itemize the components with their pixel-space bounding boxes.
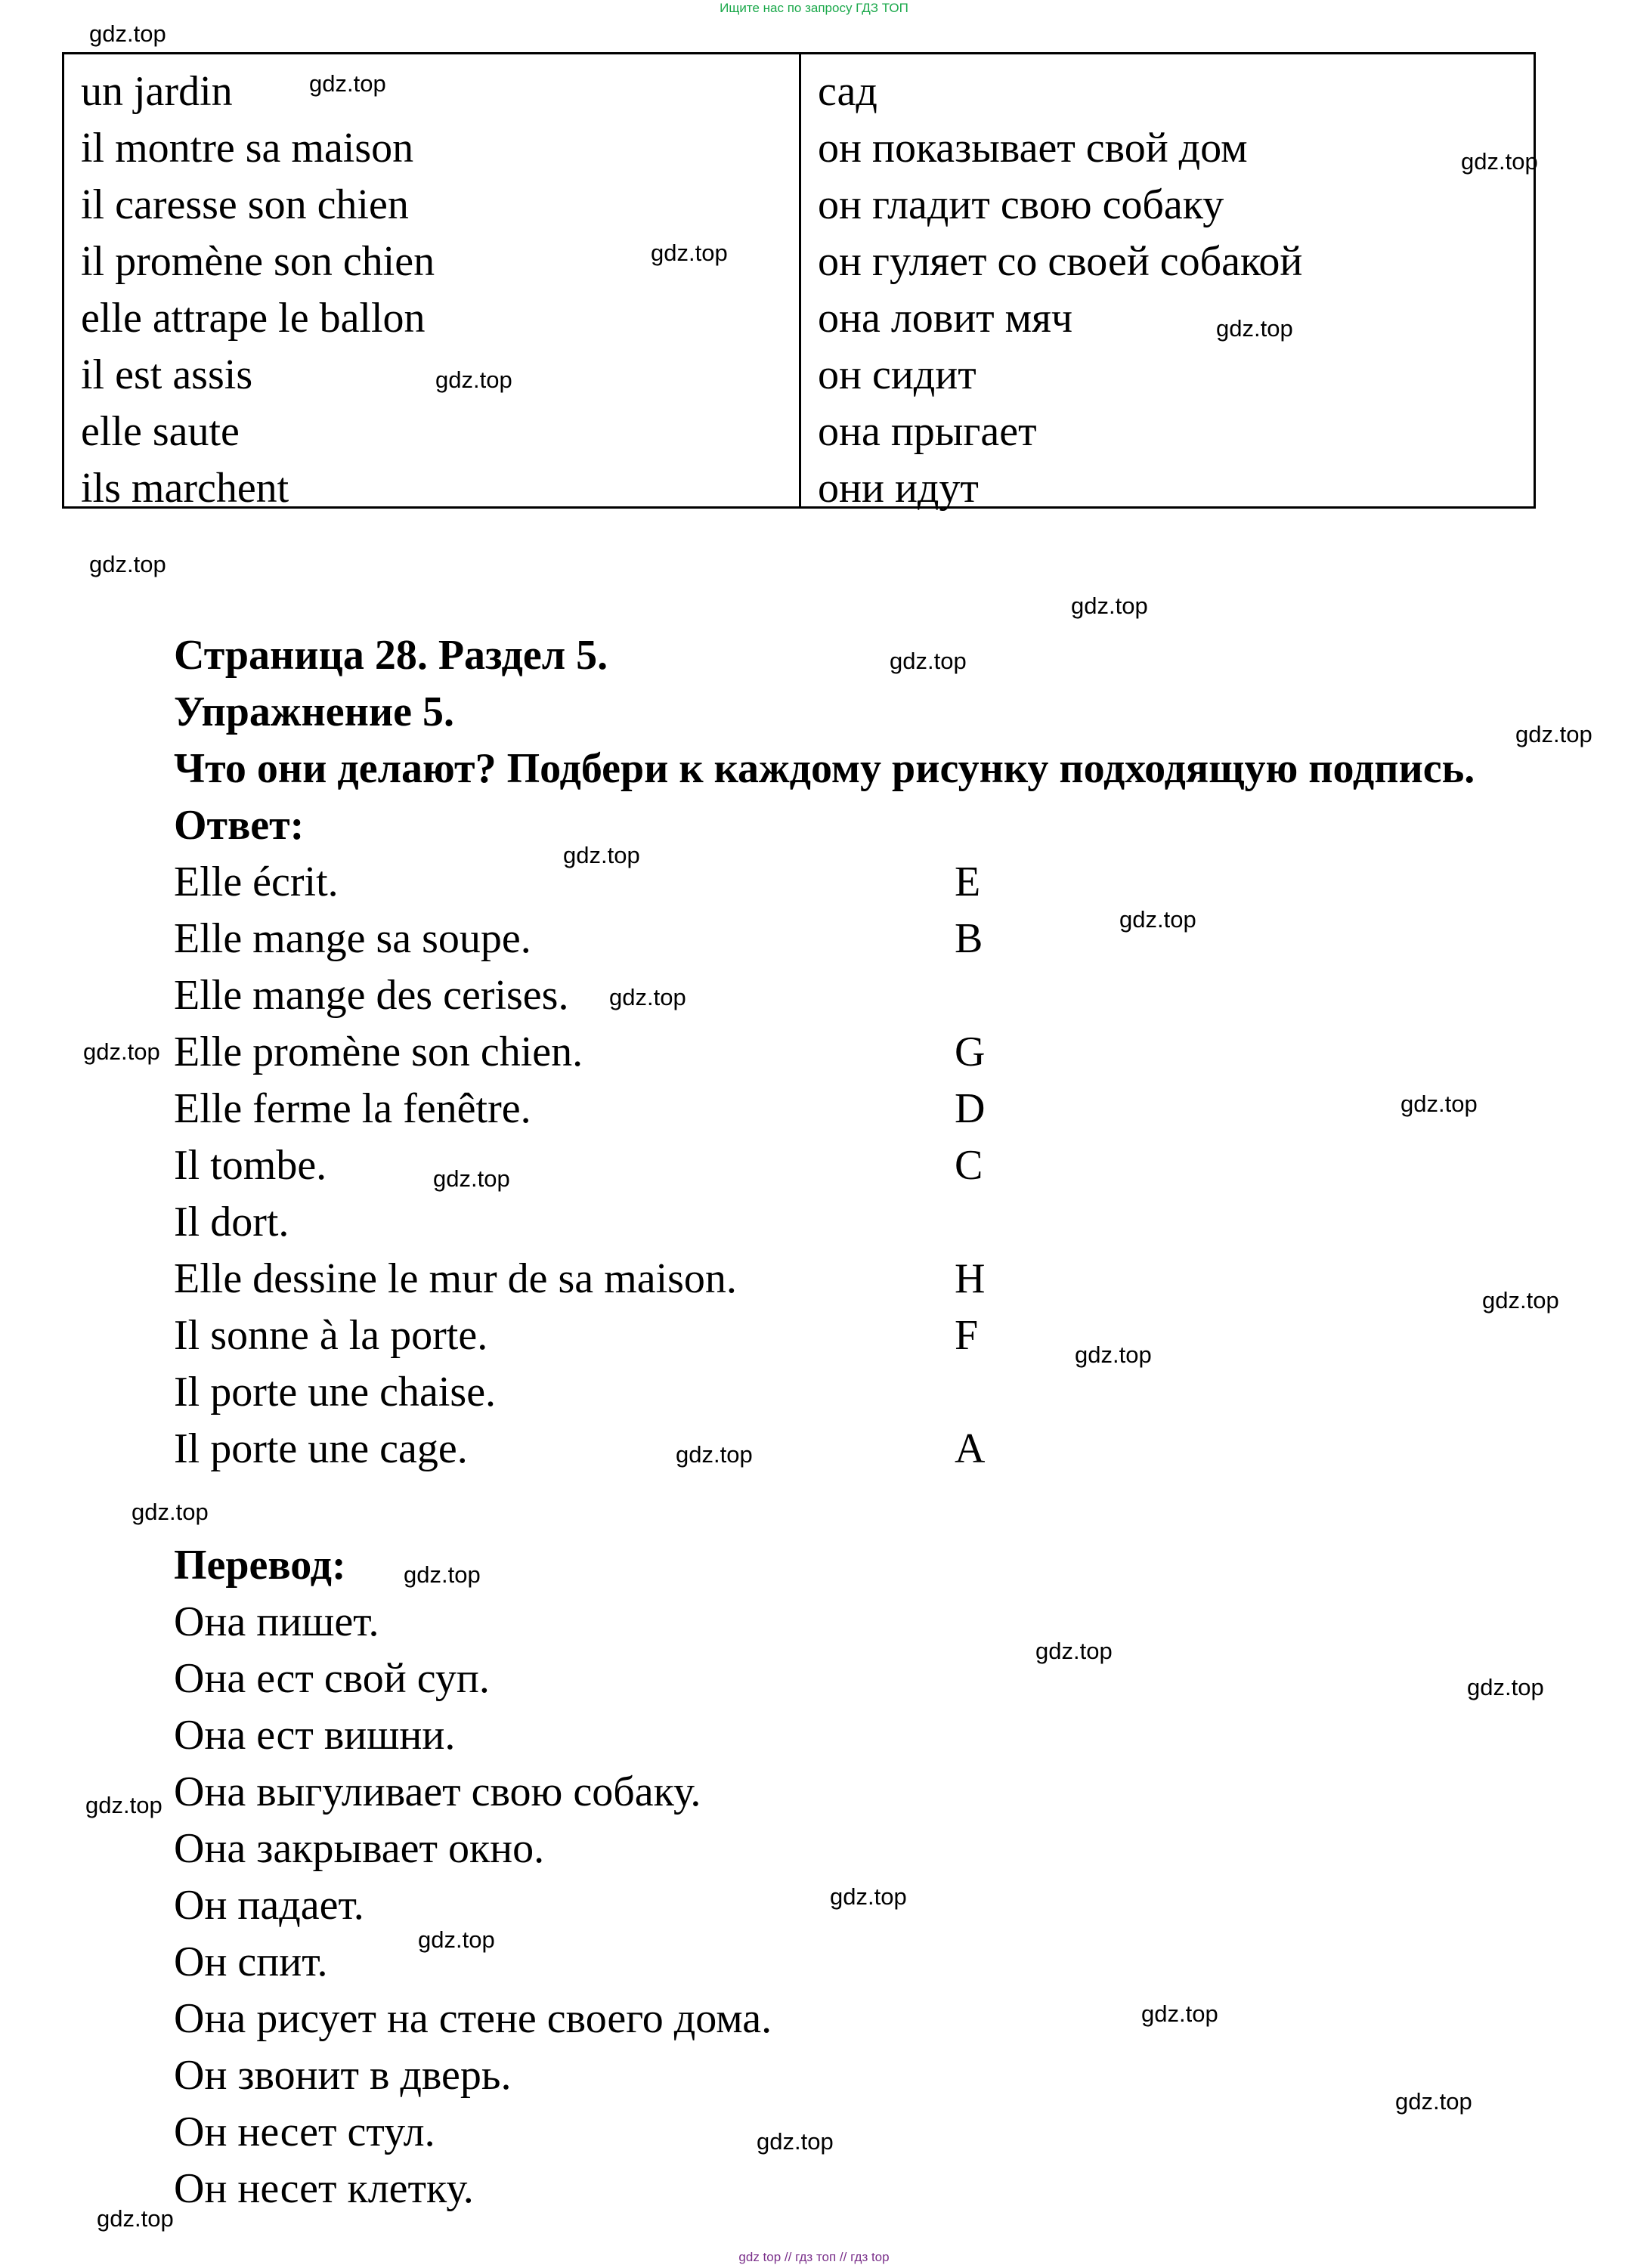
vocab-russian-item: он показывает свой дом (818, 125, 1248, 172)
answer-text: Elle promène son chien. (174, 1029, 583, 1075)
answer-text: Il porte une chaise. (174, 1369, 497, 1416)
answer-row (174, 967, 1610, 1024)
translation-line: Он звонит в дверь. (174, 2052, 512, 2099)
watermark-text: gdz.top (85, 1792, 162, 1818)
vocab-russian-item: она ловит мяч (818, 295, 1073, 342)
vocab-french-item: il est assis (81, 351, 253, 398)
watermark-text: gdz.top (83, 1038, 160, 1065)
answer-letter: H (955, 1255, 986, 1302)
translation-line: Она выгуливает свою собаку. (174, 1768, 701, 1815)
answer-text: Il sonne à la porte. (174, 1312, 488, 1359)
watermark-text: gdz.top (97, 2205, 174, 2232)
watermark-text: gdz.top (830, 1883, 907, 1910)
watermark-text: gdz.top (1395, 2088, 1472, 2115)
vocab-french-item: elle saute (81, 408, 240, 455)
watermark-text: gdz.top (1216, 315, 1293, 342)
answer-letter: B (955, 915, 983, 962)
watermark-text: gdz.top (404, 1561, 481, 1588)
translation-line: Он спит. (174, 1938, 328, 1985)
answer-label: Ответ: (174, 802, 305, 849)
exercise-section (174, 627, 1610, 1477)
vocabulary-table (62, 52, 1536, 512)
answer-row (174, 911, 1610, 967)
vocab-russian-item: он гуляет со своей собакой (818, 238, 1303, 285)
vocabulary-russian-column (799, 54, 1534, 512)
translation-label: Перевод: (174, 1542, 346, 1589)
answer-letter: F (955, 1312, 979, 1359)
answer-row (174, 854, 1610, 911)
answer-row (174, 1364, 1610, 1421)
vocab-french-item: ils marchent (81, 465, 289, 512)
task-text: Что они делают? Подбери к каждому рисунку подходящую подпись. (174, 745, 1475, 792)
watermark-text: gdz.top (1119, 906, 1196, 933)
answer-letter: G (955, 1029, 986, 1075)
watermark-text: gdz.top (890, 648, 967, 674)
watermark-text: gdz.top (1467, 1674, 1544, 1700)
watermark-text: gdz.top (89, 20, 166, 47)
translation-line: Она пишет. (174, 1598, 379, 1645)
answer-text: Elle mange des cerises. (174, 972, 569, 1019)
answer-text: Il porte une cage. (174, 1425, 468, 1472)
translation-section (174, 1537, 1610, 2217)
watermark-text: gdz.top (1515, 721, 1592, 747)
watermark-text: gdz.top (757, 2128, 834, 2155)
answer-text: Il tombe. (174, 1142, 327, 1189)
answer-text: Elle ferme la fenêtre. (174, 1085, 531, 1132)
vocab-russian-item: она прыгает (818, 408, 1037, 455)
vocab-french-item: il promène son chien (81, 238, 435, 285)
vocab-french-item: elle attrape le ballon (81, 295, 426, 342)
answer-row (174, 1194, 1610, 1251)
watermark-text: gdz.top (676, 1441, 753, 1468)
translation-line: Он падает. (174, 1882, 364, 1929)
answer-text: Elle mange sa soupe. (174, 915, 531, 962)
vocab-russian-item: сад (818, 68, 877, 115)
answer-letter: C (955, 1142, 983, 1189)
watermark-text: gdz.top (563, 842, 640, 868)
answer-letter: D (955, 1085, 986, 1132)
watermark-text: gdz.top (433, 1165, 510, 1192)
watermark-text: gdz.top (1071, 593, 1148, 619)
watermark-text: gdz.top (651, 240, 728, 266)
translation-line: Он несет стул. (174, 2109, 435, 2155)
vocab-french-item: un jardin (81, 68, 233, 115)
vocab-russian-item: он сидит (818, 351, 976, 398)
watermark-text: gdz.top (1141, 2000, 1218, 2027)
answer-text: Elle dessine le mur de sa maison. (174, 1255, 737, 1302)
watermark-text: gdz.top (309, 70, 386, 97)
translation-line: Она рисует на стене своего дома. (174, 1995, 772, 2042)
answer-row (174, 1307, 1610, 1364)
answer-row (174, 1421, 1610, 1477)
watermark-text: gdz.top (609, 984, 686, 1010)
vocab-russian-item: он гладит свою собаку (818, 181, 1224, 228)
translation-line: Она ест свой суп. (174, 1655, 490, 1702)
vocabulary-french-column (64, 54, 799, 512)
answer-row (174, 1251, 1610, 1307)
answer-text: Il dort. (174, 1199, 289, 1245)
top-banner: Ищите нас по запросу ГДЗ ТОП (720, 1, 908, 15)
answer-row (174, 1024, 1610, 1081)
watermark-text: gdz.top (1401, 1091, 1478, 1117)
answer-text: Elle écrit. (174, 859, 339, 905)
watermark-text: gdz.top (132, 1499, 209, 1525)
answer-row (174, 1137, 1610, 1194)
vocab-french-item: il montre sa maison (81, 125, 414, 172)
translation-line: Она ест вишни. (174, 1712, 456, 1759)
translation-line: Она закрывает окно. (174, 1825, 545, 1872)
translation-line: Он несет клетку. (174, 2165, 474, 2212)
watermark-text: gdz.top (1461, 148, 1538, 175)
watermark-text: gdz.top (1075, 1341, 1152, 1368)
page-heading: Страница 28. Раздел 5. (174, 632, 608, 679)
bottom-banner: gdz top // гдз топ // гдз top (738, 2250, 890, 2264)
answer-letter: E (955, 859, 981, 905)
answer-letter: A (955, 1425, 986, 1472)
watermark-text: gdz.top (418, 1926, 495, 1953)
watermark-text: gdz.top (1035, 1638, 1113, 1664)
watermark-text: gdz.top (435, 367, 512, 393)
answer-row (174, 1081, 1610, 1137)
vocab-french-item: il caresse son chien (81, 181, 409, 228)
exercise-heading: Упражнение 5. (174, 688, 455, 735)
vocab-russian-item: они идут (818, 465, 979, 512)
watermark-text: gdz.top (1482, 1287, 1559, 1313)
watermark-text: gdz.top (89, 551, 166, 577)
